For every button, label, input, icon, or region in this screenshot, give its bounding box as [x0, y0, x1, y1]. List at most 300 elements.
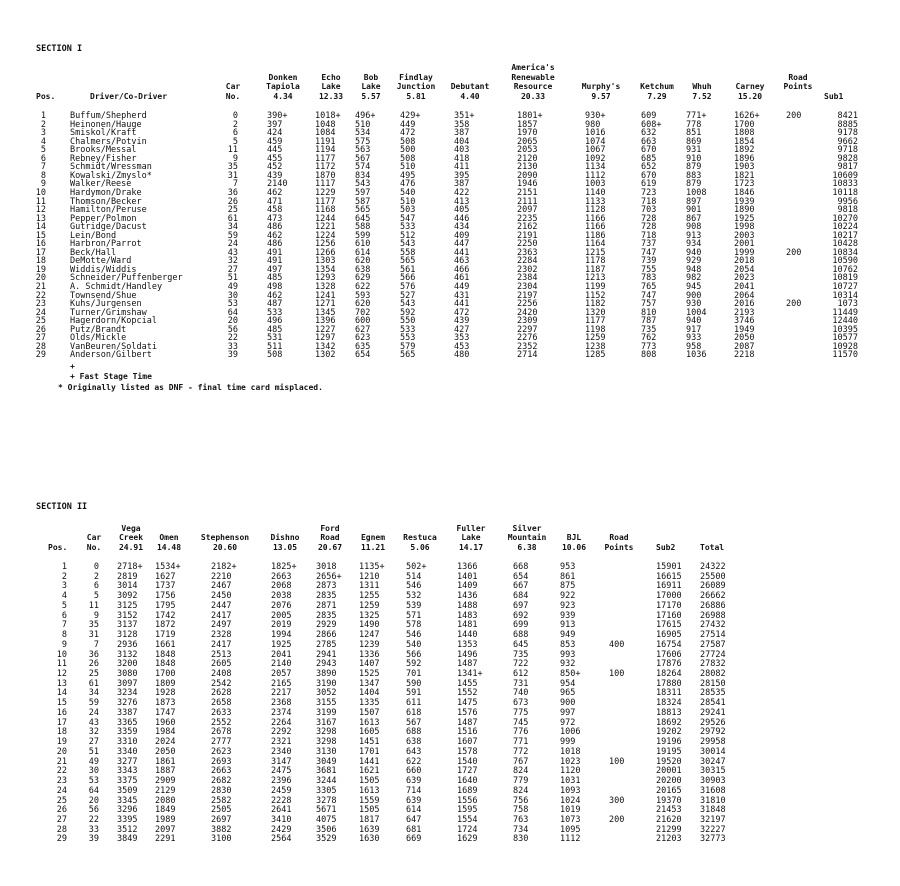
cell-stage-9: 1023 [560, 756, 581, 767]
cell-pos: 21 [35, 282, 46, 292]
cell-sub: 9817 [837, 162, 858, 173]
cell-stage-2: 593 [355, 290, 371, 301]
cell-stage-4: 2929 [316, 620, 337, 631]
header-stage-9-line: Carney [735, 82, 765, 92]
cell-stage-7: 608+ [641, 119, 662, 130]
cell-stage-2: 599 [355, 230, 371, 241]
cell-stage-5: 1505 [359, 776, 380, 787]
header-stage-4-line: Ford [320, 523, 340, 533]
cell-car: 0 [93, 562, 99, 572]
cell-stage-7: 1516 [457, 727, 478, 738]
cell-sub: 9178 [837, 128, 858, 139]
cell-stage-3: 500 [400, 145, 416, 156]
cell-stage-4: 387 [454, 179, 470, 190]
cell-stage-7: 1556 [457, 795, 478, 806]
cell-stage-5: 1613 [359, 717, 380, 728]
cell-stage-2: 2697 [211, 814, 232, 825]
cell-stage-3: 533 [400, 222, 416, 233]
cell-stage-4: 351+ [454, 111, 475, 121]
cell-stage-3: 2165 [271, 678, 292, 689]
header-stage-4-line: 4.40 [460, 91, 480, 101]
header-sub: Sub1 [824, 91, 844, 101]
cell-stage-4: 411 [454, 162, 470, 173]
cell-stage-3: 512 [400, 230, 416, 241]
cell-stage-3: 558 [400, 247, 416, 258]
cell-stage-5: 1507 [359, 707, 380, 718]
cell-stage-8: 688 [513, 630, 529, 641]
cell-sub: 17170 [656, 600, 682, 611]
cell-car: 2 [93, 571, 99, 582]
cell-stage-9: 997 [560, 707, 576, 718]
cell-stage-2: 610 [355, 239, 371, 250]
cell-stage-7: 1607 [457, 737, 478, 748]
cell-stage-8: 763 [513, 814, 529, 825]
cell-pos: 14 [56, 688, 67, 699]
cell-stage-2: 2777 [211, 737, 232, 748]
cell-stage-9: 939 [560, 610, 576, 621]
cell-stage-6: 1092 [585, 153, 606, 164]
header-stage-7-line: 7.29 [647, 91, 667, 101]
cell-stage-7: 723 [641, 187, 657, 198]
cell-stage-8: 1008 [686, 187, 707, 198]
cell-stage-4: 387 [454, 128, 470, 139]
cell-stage-3: 547 [400, 213, 416, 224]
cell-stage-1: 1756 [155, 591, 176, 602]
cell-total: 28150 [700, 678, 726, 689]
cell-stage-8: 731 [513, 678, 529, 689]
cell-sub: 10118 [832, 187, 858, 198]
cell-pos: 6 [61, 610, 67, 621]
cell-total: 30903 [700, 776, 726, 787]
footnote-fast-stage: + Fast Stage Time [70, 371, 152, 381]
cell-sub: 18813 [656, 707, 682, 718]
cell-stage-5: 1247 [359, 630, 380, 641]
cell-stage-5: 2714 [517, 350, 538, 361]
cell-stage-5: 1605 [359, 727, 380, 738]
cell-stage-3: 576 [400, 282, 416, 292]
cell-stage-0: 496 [267, 316, 283, 327]
cell-pos: 7 [61, 620, 67, 631]
cell-car: 51 [88, 746, 99, 757]
cell-stage-6: 1215 [585, 247, 606, 258]
cell-stage-8: 933 [686, 333, 702, 344]
cell-stage-5: 1441 [359, 756, 380, 767]
cell-stage-8: 668 [513, 562, 529, 572]
cell-stage-5: 1817 [359, 814, 380, 825]
header-stage-5-line: Renewable [511, 72, 555, 82]
cell-car: 32 [88, 727, 99, 738]
cell-stage-1: 1303 [315, 256, 336, 267]
cell-car: 53 [227, 299, 238, 310]
cell-stage-9: 954 [560, 678, 576, 689]
cell-stage-8: 778 [686, 119, 702, 130]
cell-stage-7: 1554 [457, 814, 478, 825]
cell-total: 28535 [700, 688, 726, 699]
cell-stage-1: 1256 [315, 239, 336, 250]
cell-stage-3: 2068 [271, 581, 292, 592]
cell-stage-5: 2302 [517, 264, 538, 275]
cell-total: 27587 [700, 639, 726, 650]
cell-stage-0: 3137 [117, 620, 138, 631]
cell-car: 5 [232, 136, 238, 147]
cell-car: 39 [88, 834, 99, 845]
cell-stage-5: 1404 [359, 688, 380, 699]
cell-stage-1: 1984 [155, 727, 176, 738]
cell-stage-8: 879 [686, 179, 702, 190]
cell-stage-3: 2459 [271, 785, 292, 796]
cell-stage-5: 1946 [517, 179, 538, 190]
cell-stage-9: 2050 [734, 333, 755, 344]
cell-total: 26988 [700, 610, 726, 621]
cell-stage-7: 787 [641, 316, 657, 327]
cell-total: 26089 [700, 581, 726, 592]
cell-stage-1: 1084 [315, 128, 336, 139]
cell-stage-7: 663 [641, 136, 657, 147]
cell-stage-9: 853 [560, 639, 576, 650]
cell-stage-4: 3049 [316, 756, 337, 767]
cell-stage-0: 397 [267, 119, 283, 130]
table-row [0, 709, 900, 718]
cell-stage-8: 697 [513, 600, 529, 611]
table-row [0, 651, 900, 660]
cell-stage-4: 3052 [316, 688, 337, 699]
cell-car: 6 [93, 581, 99, 592]
cell-road-points: 200 [609, 814, 625, 825]
cell-pos: 22 [56, 766, 67, 777]
cell-stage-3: 2475 [271, 766, 292, 777]
cell-stage-2: 2450 [211, 591, 232, 602]
cell-total: 31810 [700, 795, 726, 806]
cell-stage-4: 441 [454, 299, 470, 310]
cell-sub: 17880 [656, 678, 682, 689]
cell-stage-3: 495 [400, 170, 416, 181]
cell-pos: 23 [35, 299, 46, 310]
cell-stage-3: 565 [400, 350, 416, 361]
cell-stage-9: 999 [560, 737, 576, 748]
cell-stage-8: 758 [513, 805, 529, 816]
table-row [0, 612, 900, 621]
cell-car: 34 [88, 688, 99, 699]
cell-stage-9: 2016 [734, 299, 755, 310]
cell-stage-1: 1328 [315, 282, 336, 292]
cell-stage-9: 2041 [734, 282, 755, 292]
cell-stage-2: 2210 [211, 571, 232, 582]
cell-stage-4: 2941 [316, 649, 337, 660]
cell-sub: 16615 [656, 571, 682, 582]
cell-stage-7: 728 [641, 213, 657, 224]
cell-stage-5: 1325 [359, 610, 380, 621]
cell-stage-3: 2663 [271, 571, 292, 582]
cell-car: 34 [227, 222, 238, 233]
table-row [0, 777, 900, 786]
table-row [0, 767, 900, 776]
cell-stage-8: 900 [686, 290, 702, 301]
cell-stage-9: 923 [560, 600, 576, 611]
header-stage-7-line: Lake [461, 533, 481, 543]
cell-stage-7: 1455 [457, 678, 478, 689]
cell-stage-2: 2658 [211, 698, 232, 709]
cell-pos: 20 [35, 273, 46, 284]
table-row [0, 563, 900, 572]
cell-stage-8: 735 [513, 649, 529, 660]
cell-stage-3: 543 [400, 239, 416, 250]
cell-stage-1: 1345 [315, 307, 336, 318]
cell-stage-6: 1178 [585, 256, 606, 267]
cell-stage-2: 620 [355, 256, 371, 267]
cell-stage-3: 2005 [271, 610, 292, 621]
cell-total: 24322 [700, 562, 726, 572]
cell-stage-3: 2564 [271, 834, 292, 845]
cell-pos: 12 [35, 205, 46, 216]
cell-stage-1: 1396 [315, 316, 336, 327]
cell-stage-9: 972 [560, 717, 576, 728]
cell-stage-9: 861 [560, 571, 576, 582]
cell-stage-4: 3305 [316, 785, 337, 796]
cell-stage-4: 466 [454, 264, 470, 275]
cell-stage-1: 1848 [155, 649, 176, 660]
header-pos: Pos. [48, 542, 68, 552]
cell-stage-4: 413 [454, 196, 470, 207]
cell-stage-9: 1626+ [734, 111, 760, 121]
cell-stage-3: 2038 [271, 591, 292, 602]
cell-stage-3: 553 [400, 333, 416, 344]
cell-stage-8: 982 [686, 273, 702, 284]
cell-stage-9: 1808 [734, 128, 755, 139]
cell-sub: 16754 [656, 639, 682, 650]
cell-sub: 10224 [832, 222, 858, 233]
cell-stage-8: 958 [686, 341, 702, 352]
header-stage-1-line: Echo [321, 72, 341, 82]
cell-sub: 9818 [837, 205, 858, 216]
cell-stage-1: 1848 [155, 659, 176, 670]
cell-stage-9: 922 [560, 591, 576, 602]
cell-stage-2: 597 [355, 187, 371, 198]
table-row [0, 728, 900, 737]
cell-stage-9: 1024 [560, 795, 581, 806]
cell-stage-0: 3395 [117, 814, 138, 825]
cell-stage-0: 3014 [117, 581, 138, 592]
cell-sub: 20001 [656, 766, 682, 777]
cell-stage-6: 1182 [585, 299, 606, 310]
cell-stage-9: 2023 [734, 273, 755, 284]
cell-stage-9: 1073 [560, 814, 581, 825]
cell-stage-7: 1578 [457, 746, 478, 757]
cell-stage-2: 2693 [211, 756, 232, 767]
cell-stage-7: 632 [641, 128, 657, 139]
cell-stage-3: 2429 [271, 824, 292, 835]
cell-stage-0: 3296 [117, 805, 138, 816]
cell-sub: 10428 [832, 239, 858, 250]
cell-stage-8: 1036 [686, 350, 707, 361]
cell-car: 39 [227, 350, 238, 361]
header-stage-5-line: 20.33 [520, 91, 546, 101]
cell-pos: 11 [56, 659, 67, 670]
cell-stage-5: 1135+ [359, 562, 385, 572]
cell-car: 5 [93, 591, 99, 602]
cell-stage-8: 645 [513, 639, 529, 650]
cell-stage-9: 1854 [734, 136, 755, 147]
cell-stage-3: 2321 [271, 737, 292, 748]
cell-pos: 26 [56, 805, 67, 816]
cell-stage-4: 427 [454, 324, 470, 335]
cell-sub: 9718 [837, 145, 858, 156]
cell-stage-6: 592 [406, 659, 422, 670]
cell-total: 27432 [700, 620, 726, 631]
cell-car: 53 [88, 776, 99, 787]
header-stage-0-line: 4.34 [273, 91, 293, 101]
cell-stage-9: 932 [560, 659, 576, 670]
cell-stage-7: 1724 [457, 824, 478, 835]
cell-stage-5: 2065 [517, 136, 538, 147]
cell-stage-2: 2497 [211, 620, 232, 631]
cell-stage-9: 2003 [734, 230, 755, 241]
cell-stage-8: 767 [513, 756, 529, 767]
cell-stage-0: 458 [267, 205, 283, 216]
header-stage-3-line: Junction [396, 82, 436, 92]
cell-car: 32 [227, 256, 238, 267]
cell-pos: 11 [35, 196, 46, 207]
cell-stage-4: 4075 [316, 814, 337, 825]
cell-stage-7: 1595 [457, 805, 478, 816]
cell-pos: 2 [61, 571, 67, 582]
cell-stage-4: 3298 [316, 737, 337, 748]
cell-stage-8: 771 [513, 737, 529, 748]
cell-stage-4: 3681 [316, 766, 337, 777]
cell-pos: 26 [35, 324, 46, 335]
cell-stage-6: 1003 [585, 179, 606, 190]
cell-stage-3: 2217 [271, 688, 292, 699]
cell-stage-2: 3882 [211, 824, 232, 835]
cell-total: 25500 [700, 571, 726, 582]
cell-stage-3: 527 [400, 290, 416, 301]
cell-stage-0: 3310 [117, 737, 138, 748]
cell-stage-1: 1229 [315, 187, 336, 198]
cell-stage-8: 673 [513, 698, 529, 709]
header-stage-1-line: Omen [159, 533, 179, 543]
cell-sub: 10314 [832, 290, 858, 301]
cell-pos: 8 [40, 170, 46, 181]
cell-stage-4: 472 [454, 307, 470, 318]
header-stage-1-line: 12.33 [318, 91, 344, 101]
cell-stage-4: 431 [454, 290, 470, 301]
header-stage-5-line: 11.21 [360, 542, 386, 552]
cell-stage-9: 1892 [734, 145, 755, 156]
cell-stage-9: 949 [560, 630, 576, 641]
cell-stage-2: 622 [355, 282, 371, 292]
cell-stage-1: 1861 [155, 756, 176, 767]
cell-stage-2: 3100 [211, 834, 232, 845]
cell-stage-2: 2447 [211, 600, 232, 611]
cell-stage-8: 934 [686, 239, 702, 250]
cell-stage-6: 647 [406, 814, 422, 825]
cell-stage-5: 1336 [359, 649, 380, 660]
cell-stage-7: 1341+ [457, 669, 483, 680]
cell-stage-4: 447 [454, 239, 470, 250]
cell-stage-5: 1801+ [517, 111, 543, 121]
header-stage-6-line: Restuca [403, 533, 437, 543]
cell-stage-4: 3199 [316, 707, 337, 718]
cell-stage-5: 2256 [517, 299, 538, 310]
cell-stage-7: 1366 [457, 562, 478, 572]
cell-stage-7: 703 [641, 205, 657, 216]
cell-sub: 10833 [832, 179, 858, 190]
header-stage-3-line: Findlay [399, 72, 433, 82]
cell-stage-0: 3340 [117, 746, 138, 757]
cell-total: 32197 [700, 814, 726, 825]
cell-stage-1: 2050 [155, 746, 176, 757]
cell-stage-4: 3190 [316, 678, 337, 689]
table-row [0, 660, 900, 669]
cell-pos: 1 [61, 562, 67, 572]
cell-stage-5: 1210 [359, 571, 380, 582]
footnote-dnf: * Originally listed as DNF - final time card misplaced. [58, 382, 323, 392]
cell-sub: 10609 [832, 170, 858, 181]
cell-stage-1: 1928 [155, 688, 176, 699]
cell-pos: 27 [35, 333, 46, 344]
cell-stage-2: 567 [355, 153, 371, 164]
cell-stage-4: 2866 [316, 630, 337, 641]
table-row [0, 738, 900, 747]
cell-stage-1: 1719 [155, 630, 176, 641]
cell-stage-9: 1998 [734, 222, 755, 233]
cell-stage-4: 405 [454, 205, 470, 216]
header-stage-0-line: Donken [268, 72, 298, 82]
cell-sub: 18324 [656, 698, 682, 709]
cell-stage-6: 643 [406, 746, 422, 757]
cell-stage-7: 609 [641, 111, 657, 121]
cell-stage-9: 1095 [560, 824, 581, 835]
header-stage-8-line: Mountain [507, 533, 547, 543]
cell-stage-8: 917 [686, 324, 702, 335]
cell-stage-3: 2228 [271, 795, 292, 806]
cell-driver: Beck/Hall [70, 247, 117, 258]
cell-stage-2: 620 [355, 299, 371, 310]
cell-stage-1: 1302 [315, 350, 336, 361]
cell-pos: 17 [35, 247, 46, 258]
cell-stage-6: 639 [406, 776, 422, 787]
cell-stage-2: 638 [355, 264, 371, 275]
cell-stage-0: 3365 [117, 717, 138, 728]
cell-stage-4: 409 [454, 230, 470, 241]
cell-stage-2: 645 [355, 213, 371, 224]
header-car-line: Car [225, 82, 241, 92]
cell-stage-7: 1353 [457, 639, 478, 650]
cell-stage-8: 851 [686, 128, 702, 139]
cell-stage-0: 462 [267, 230, 283, 241]
cell-sub: 10834 [832, 247, 858, 258]
cell-sub: 17160 [656, 610, 682, 621]
cell-stage-9: 1896 [734, 153, 755, 164]
cell-stage-2: 629 [355, 273, 371, 284]
cell-stage-1: 1872 [155, 620, 176, 631]
cell-sub: 21620 [656, 814, 682, 825]
cell-stage-6: 1112 [585, 170, 606, 181]
cell-stage-7: 1540 [457, 756, 478, 767]
cell-stage-6: 681 [406, 824, 422, 835]
cell-stage-0: 491 [267, 247, 283, 258]
table-row [0, 806, 900, 815]
cell-sub: 1073 [837, 299, 858, 310]
cell-stage-7: 783 [641, 273, 657, 284]
cell-stage-6: 614 [406, 805, 422, 816]
cell-stage-2: 2408 [211, 669, 232, 680]
cell-driver: Widdis/Widdis [70, 264, 137, 275]
cell-stage-0: 485 [267, 324, 283, 335]
cell-stage-3: 3410 [271, 814, 292, 825]
cell-car: 35 [88, 620, 99, 631]
cell-stage-2: 2682 [211, 776, 232, 787]
cell-stage-6: 1198 [585, 324, 606, 335]
